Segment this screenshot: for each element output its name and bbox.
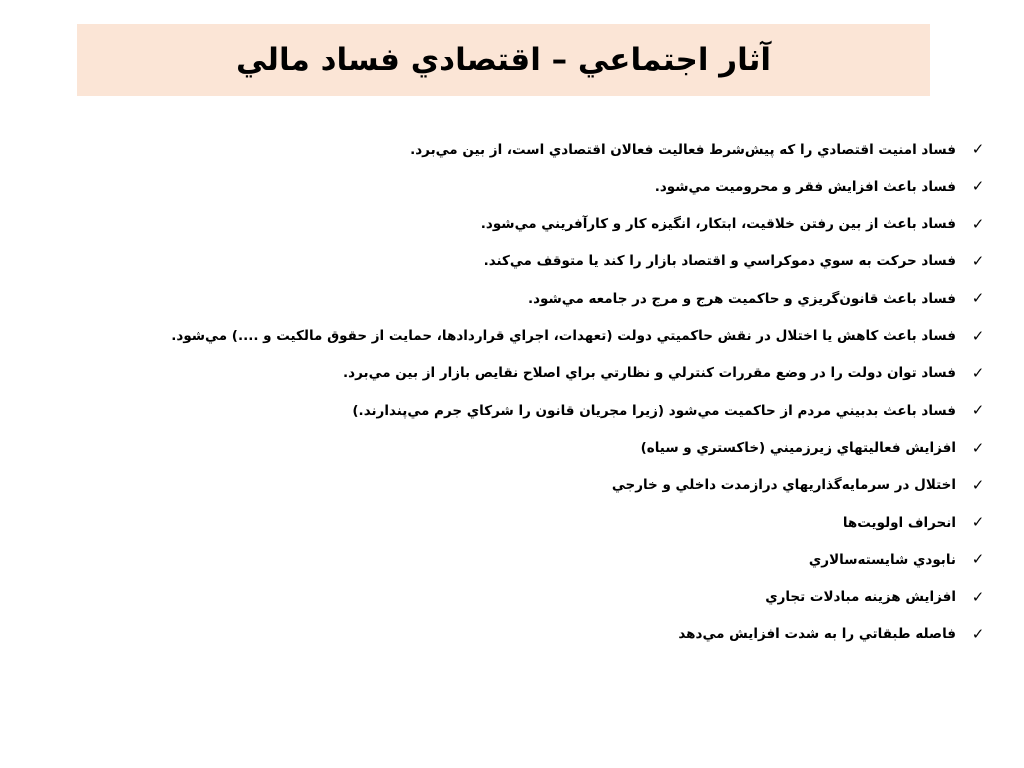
- bullet-text: فساد حركت به سوي دموكراسي و اقتصاد بازار را كند يا متوقف مي‌كند.: [483, 253, 956, 270]
- list-item: [128, 317, 988, 354]
- list-item: [128, 206, 988, 243]
- bullet-text: فساد باعث از بين رفتن خلاقيت، ابتكار، انگيزه كار و كارآفريني مي‌شود.: [480, 216, 956, 233]
- title-band: [77, 24, 930, 96]
- list-item: [128, 392, 988, 429]
- check-mark-icon: ✓: [971, 475, 985, 494]
- check-mark-icon: ✓: [971, 550, 985, 569]
- bullet-text: افزايش هزينه مبادلات تجاري: [765, 589, 956, 606]
- list-item: [128, 504, 988, 541]
- check-mark-icon: ✓: [971, 177, 985, 196]
- check-mark-icon: ✓: [971, 587, 985, 606]
- bullet-text: فساد امنيت اقتصادي را كه پيش‌شرط فعاليت فعالان اقتصادي است، از بين مي‌برد.: [410, 141, 956, 158]
- list-item: [128, 280, 988, 317]
- bullet-text: اختلال در سرمايه‌گذاريهاي درازمدت داخلي و خارجي: [611, 477, 956, 494]
- check-mark-icon: ✓: [971, 252, 985, 271]
- check-mark-icon: ✓: [971, 625, 985, 643]
- check-mark-icon: ✓: [971, 438, 985, 457]
- list-item: [128, 616, 988, 653]
- list-item: [128, 429, 988, 466]
- check-mark-icon: ✓: [971, 289, 985, 308]
- bullet-text: افزايش فعاليتهاي زيرزميني (خاكستري و سياه): [640, 439, 956, 456]
- bullet-text: فساد باعث كاهش يا اختلال در نقش حاكميتي دولت (تعهدات، اجراي قراردادها، حمايت از حقوق مالكيت و ....) مي‌شود.: [171, 328, 956, 345]
- bullet-text: فساد باعث بدبيني مردم از حاكميت مي‌شود (زيرا مجريان قانون را شركاي جرم مي‌پندارند.): [352, 402, 956, 419]
- list-item: [128, 168, 988, 205]
- check-mark-icon: ✓: [971, 401, 985, 420]
- check-mark-icon: ✓: [971, 363, 985, 382]
- list-item: [128, 579, 988, 616]
- list-item: [128, 243, 988, 280]
- list-item: [128, 541, 988, 578]
- list-item: [128, 355, 988, 392]
- bullet-text: فساد باعث قانون‌گريزي و حاكميت هرج و مرج در جامعه مي‌شود.: [527, 290, 956, 307]
- bullet-text: نابودي شايسته‌سالاري: [808, 551, 956, 568]
- list-item: [128, 467, 988, 504]
- check-mark-icon: ✓: [971, 140, 985, 159]
- bullet-text: انحراف اولويت‌ها: [842, 514, 956, 531]
- bullet-text: فساد باعث افزايش فقر و محروميت مي‌شود.: [654, 178, 956, 195]
- check-mark-icon: ✓: [971, 214, 985, 233]
- bullet-list: [128, 131, 988, 653]
- bullet-text: فاصله طبقاتي را به شدت افزايش مي‌دهد: [678, 626, 956, 643]
- check-mark-icon: ✓: [971, 326, 985, 345]
- slide-title: آثار اجتماعي – اقتصادي فساد مالي: [235, 41, 772, 78]
- check-mark-icon: ✓: [971, 513, 985, 532]
- list-item: [128, 131, 988, 168]
- bullet-text: فساد توان دولت را در وضع مقررات كنترلي و نظارتي براي اصلاح نقايص بازار از بين مي‌برد.: [343, 365, 956, 382]
